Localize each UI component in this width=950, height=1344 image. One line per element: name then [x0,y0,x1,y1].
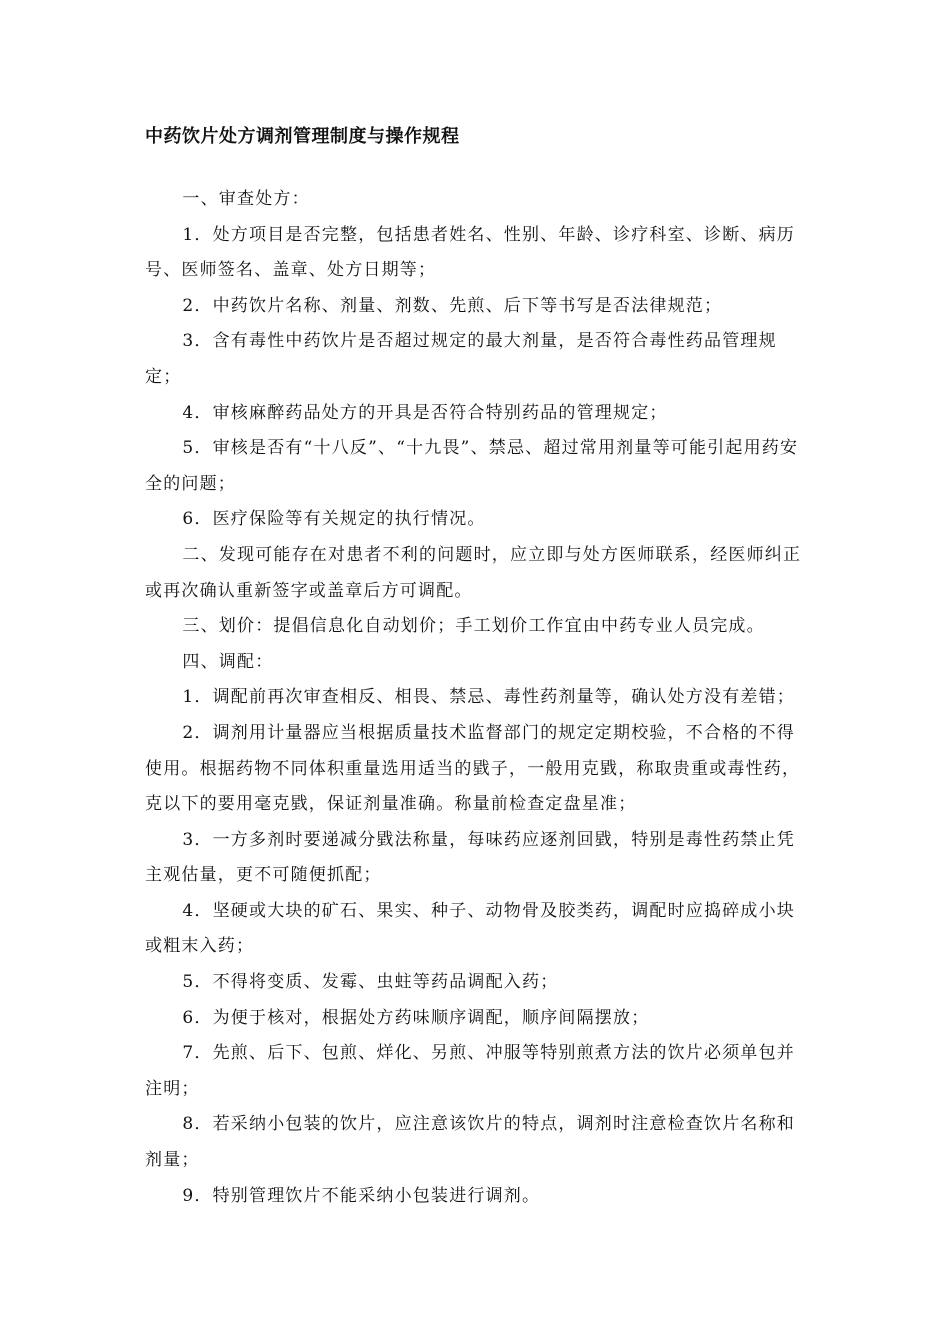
section-heading-review: 一、审查处方： [182,189,310,209]
document-body [145,182,805,1214]
review-item-3: 3．含有毒性中药饮片是否超过规定的最大剂量，是否符合毒性药品管理规定； [145,331,777,387]
dispensing-item-9: 9．特别管理饮片不能采纳小包装进行调剂。 [182,1185,541,1206]
review-item-1: 1．处方项目是否完整，包括患者姓名、性别、年龄、诊疗科室、诊断、病历号、医师签名、盖章、处方日期等； [145,224,796,281]
dispensing-item-8: 8．若采纳小包装的饮片，应注意该饮片的特点，调剂时注意检查饮片名称和剂量； [145,1114,796,1171]
review-item-2: 2．中药饮片名称、剂量、剂数、先煎、后下等书写是否法律规范； [182,295,723,316]
dispensing-item-1: 1．调配前再次审查相反、相畏、禁忌、毒性药剂量等，确认处方没有差错； [182,687,796,708]
dispensing-item-7: 7．先煎、后下、包煎、烊化、另煎、冲服等特别煎煮方法的饮片必须单包并注明； [145,1043,796,1099]
document-title: 中药饮片处方调剂管理制度与操作规程 [145,126,460,147]
dispensing-item-2: 2．调剂用计量器应当根据质量技术监督部门的规定定期校验，不合格的不得使用。根据药物不同体积重量选用适当的戥子，一般用克戥，称取贵重或毒性药，克以下的要用毫克戥，保证剂量准确。称量前检查定盘星准； [145,722,801,815]
section-pricing: 三、划价：提倡信息化自动划价；手工划价工作宜由中药专业人员完成。 [182,616,765,637]
dispensing-item-6: 6．为便于核对，根据处方药味顺序调配，顺序间隔摆放； [182,1007,650,1028]
dispensing-item-3: 3．一方多剂时要递减分戥法称量，每味药应逐剂回戥，特别是毒性药禁止凭主观估量，更不可随便抓配； [145,829,796,886]
review-item-6: 6．医疗保险等有关规定的执行情况。 [182,509,486,530]
review-item-4: 4．审核麻醉药品处方的开具是否符合特别药品的管理规定； [182,402,668,423]
dispensing-item-4: 4．坚硬或大块的矿石、果实、种子、动物骨及胶类药，调配时应捣碎成小块或粗末入药； [145,900,796,957]
review-item-5: 5．审核是否有“十八反”、“十九畏”、禁忌、超过常用剂量等可能引起用药安全的问题； [145,438,799,494]
dispensing-item-5: 5．不得将变质、发霉、虫蛀等药品调配入药； [182,972,559,993]
section-problem-contact: 二、发现可能存在对患者不利的问题时，应立即与处方医师联系，经医师纠正或再次确认重新签字或盖章后方可调配。 [145,544,802,601]
section-heading-dispensing: 四、调配： [182,651,274,672]
